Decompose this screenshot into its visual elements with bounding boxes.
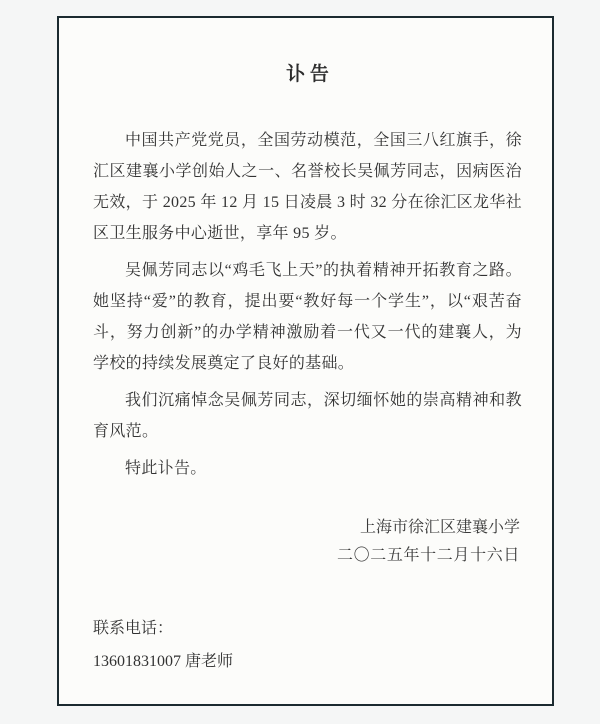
contact-label: 联系电话：: [93, 620, 174, 637]
signature-date: 二〇二五年十二月十六日: [336, 547, 520, 564]
notice-paper: [57, 16, 554, 706]
contact-block: [93, 612, 522, 678]
notice-paragraph-death-announcement: 中国共产党党员，全国劳动模范，全国三八红旗手，徐汇区建襄小学创始人之一、名誉校长吴佩芳同志，因病医治无效，于 2025 年 12 月 15 日凌晨 3 时 32 分在徐汇区龙华社区卫生服务中心逝世，享年 95 岁。: [93, 132, 522, 242]
notice-title: 讣 告: [286, 64, 329, 85]
contact-phone: 13601831007 唐老师: [93, 653, 234, 670]
notice-paragraph-mourning: 我们沉痛悼念吴佩芳同志，深切缅怀她的崇高精神和教育风范。: [93, 392, 522, 440]
signature-block: [93, 514, 522, 570]
signature-organization: 上海市徐汇区建襄小学: [359, 519, 520, 536]
notice-paragraph-closing: 特此讣告。: [125, 460, 207, 477]
notice-paragraph-achievements: 吴佩芳同志以“鸡毛飞上天”的执着精神开拓教育之路。她坚持“爱”的教育，提出要“教好每一个学生”，以“艰苦奋斗，努力创新”的办学精神激励着一代又一代的建襄人，为学校的持续发展奠定了良好的基础。: [93, 262, 522, 372]
